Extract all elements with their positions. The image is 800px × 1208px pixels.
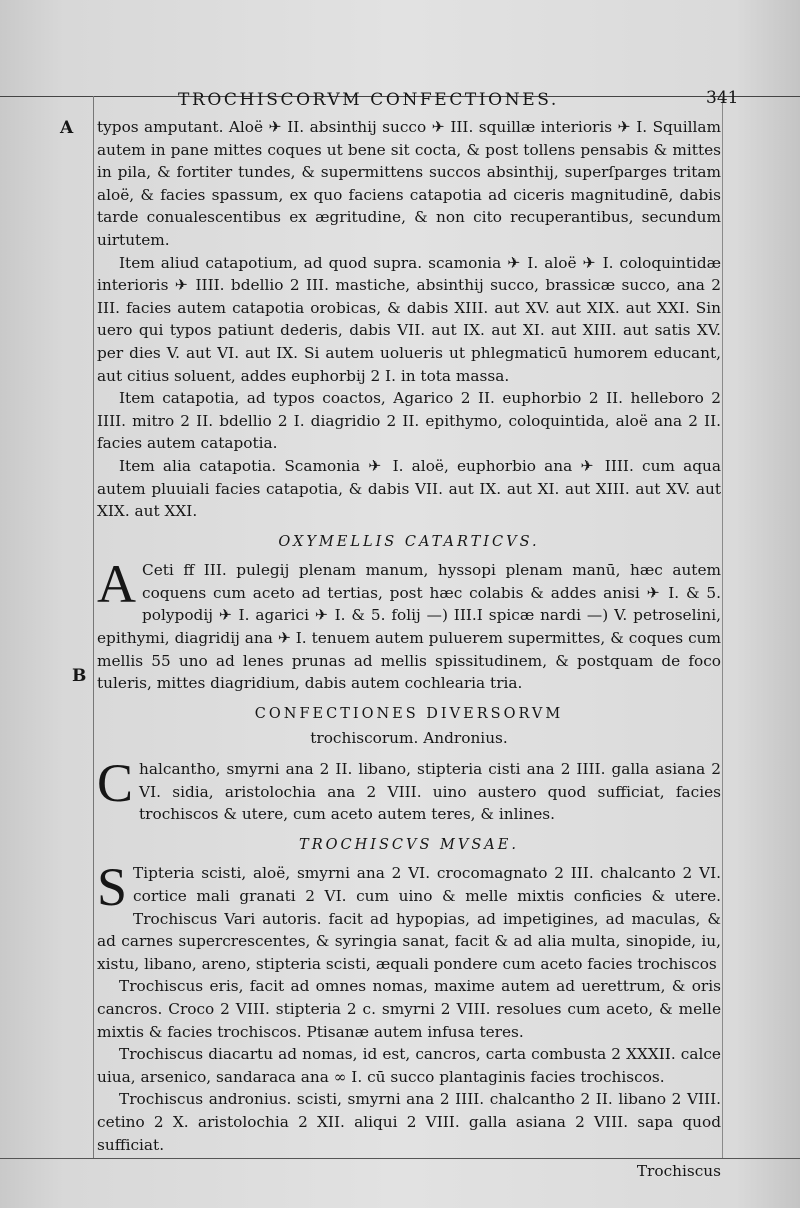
drop-cap: S <box>97 857 128 918</box>
paragraph: Item catapotia, ad typos coactos, Agarico 2 II. euphorbio 2 II. helleboro 2 IIII. mitro 2 II. bdellio 2 I. diagridio 2 II. epithymo, coloquintida, aloë ana 2 II. facies autem catapotia. <box>97 389 721 453</box>
margin-letter-b: B <box>72 666 87 686</box>
paragraph-confectiones <box>97 753 721 826</box>
paragraph: typos amputant. Aloë ✈ II. absinthij succo ✈ III. squillæ interioris ✈ I. Squillam autem in pane mittes coques ut bene sit cocta, & post tollens pensabis & mittes in pila, & fortiter tundes, & supermittens succos absinthij, superſparges tritam aloë, & facies spassum, ex quo faciens catapotia ad ciceris magnitudinē, dabis tarde conualescentibus ex ægritudine, & non cito recuperantibus, secundum uirtutem. <box>97 118 721 249</box>
margin-letter-a: A <box>60 118 74 138</box>
paragraph: Trochiscus eris, facit ad omnes nomas, maxime autem ad uerettrum, & oris cancros. Croco 2 VIII. stipteria 2 c. smyrni 2 VIII. resolues cum aceto, & melle mixtis & facies trochiscos. Ptisanæ autem infusa teres. <box>97 977 721 1041</box>
paragraph: Trochiscus diacartu ad nomas, id est, cancros, carta combusta 2 XXXII. calce uiua, arsenico, sandaraca ana ∞ I. cū succo plantaginis facies trochiscos. <box>97 1045 721 1086</box>
section-title-oxymellis: OXYMELLIS CATARTICVS. <box>278 533 540 550</box>
drop-cap: A <box>97 554 136 615</box>
paragraph-musae <box>97 857 721 975</box>
paragraph-text: halcantho, smyrni ana 2 II. libano, stipteria cisti ana 2 IIII. galla asiana 2 VI. sidia, aristolochia ana 2 VIII. uino austero quod sufficiat, facies trochiscos & utere, cum aceto autem teres, & inlines. <box>139 760 721 824</box>
paragraph: Trochiscus andronius. scisti, smyrni ana 2 IIII. chalcantho 2 II. libano 2 VIII. cetino 2 X. aristolochia 2 XII. aliqui 2 VIII. galla asiana 2 VIII. sapa quod sufficiat. <box>97 1090 721 1154</box>
drop-cap: C <box>97 753 134 814</box>
section-subtitle: trochiscorum. Andronius. <box>310 729 508 748</box>
right-margin-line <box>722 96 723 1158</box>
section-title-confectiones: CONFECTIONES DIVERSORVM <box>254 705 564 722</box>
paragraph-oxymellis <box>97 554 721 695</box>
paragraph: Item aliud catapotium, ad quod supra. scamonia ✈ I. aloë ✈ I. coloquintidæ interioris ✈ IIII. bdellio 2 III. mastiche, absinthij succo, brassicæ succo, ana 2 III. facies autem catapotia orobicas, & dabis XIII. aut XV. aut XIX. aut XXI. Sin uero qui typos patiunt dederis, dabis VII. aut IX. aut XI. aut XIII. aut satis XV. per dies V. aut VI. aut IX. Si autem uolueris ut phlegmaticū humorem educant, aut citius soluent, addes euphorbij 2 I. in tota massa. <box>97 253 721 385</box>
paragraph-text: Tipteria scisti, aloë, smyrni ana 2 VI. crocomagnato 2 III. chalcanto 2 VI. cortice mali granati 2 VI. cum uino & melle mixtis conficies & utere. Trochiscus Vari autoris. facit ad hypopias, ad impetigines, ad maculas, & ad carnes supercrescentes, & syringia sanat, facit & ad alia multa, sinopide, iu, xistu, libano, areno, stipteria scisti, æquali pondere cum aceto facies trochiscos <box>97 864 721 973</box>
catchword: Trochiscus <box>636 1162 721 1181</box>
paragraph-text: Ceti ff III. pulegij plenam manum, hyssopi plenam manū, hæc autem coquens cum aceto ad tertias, post hæc colabis & addes anisi ✈ I. & 5. polypodij ✈ I. agarici ✈ I. & 5. folij —) III.I spicæ nardi —) V. petroselini, epithymi, diagridij ana ✈ I. tenuem autem puluerem supermittes, & coques cum mellis 55 uno ad lenes prunas ad mellis spissitudinem, & postquam de foco tuleris, mittes diagridium, dabis autem cochlearia tria. <box>97 561 721 693</box>
paragraph: Item alia catapotia. Scamonia ✈ I. aloë, euphorbio ana ✈ IIII. cum aqua autem pluuiali facies catapotia, & dabis VII. aut IX. aut XI. aut XIII. aut XV. aut XIX. aut XXI. <box>97 456 721 521</box>
page-number: 341 <box>706 88 739 108</box>
section-title-musae: TROCHISCVS MVSAE. <box>299 836 519 853</box>
main-text-column <box>97 116 721 1183</box>
left-margin-line <box>93 96 94 1158</box>
running-head: TROCHISCORVM CONFECTIONES. <box>178 90 559 110</box>
